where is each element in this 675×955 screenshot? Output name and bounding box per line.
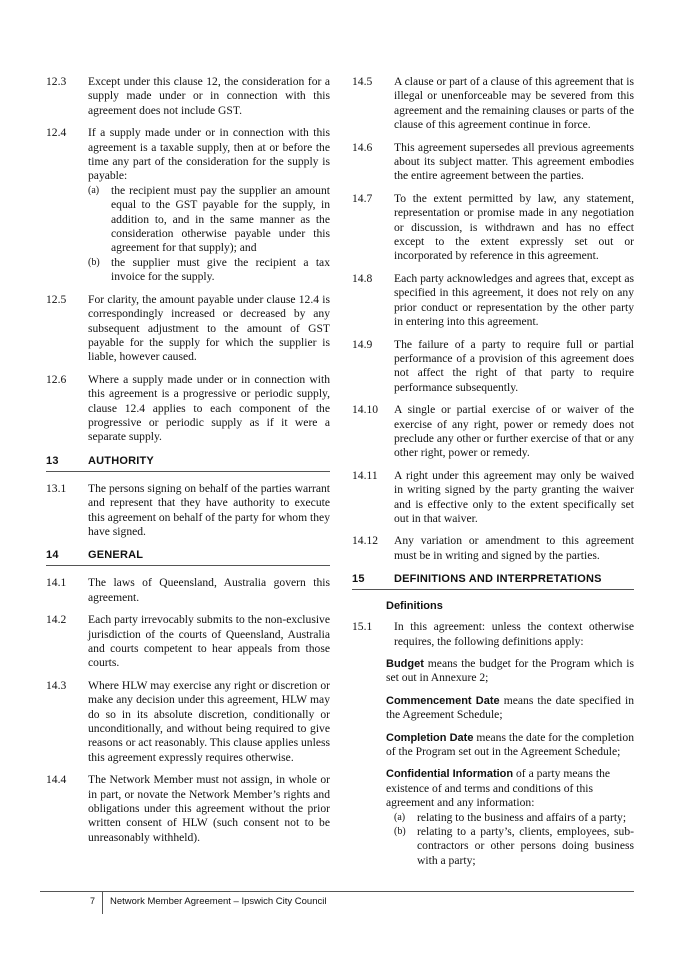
- clause-text: Any variation or amendment to this agreement must be in writing and signed by the parties.: [394, 534, 634, 562]
- definitions-subheading: Definitions: [386, 600, 443, 613]
- clause-14-5: [352, 75, 634, 133]
- page-number: 7: [90, 896, 96, 906]
- clause-number: 13.1: [46, 481, 67, 495]
- clause-text: In this agreement: unless the context otherwise requires, the following definitions apply:: [394, 620, 634, 648]
- clause-number: 12.5: [46, 292, 67, 306]
- definition-confidential-information: [386, 767, 634, 868]
- clause-text: The failure of a party to require full or partial performance of a provision of this agreement does not affect the right of that party to require performance subsequently.: [394, 337, 634, 394]
- clause-number: 14.12: [352, 534, 379, 548]
- clause-14-4: [46, 773, 330, 845]
- subclause-text: the recipient must pay the supplier an amount equal to the GST payable for the supply, in addition to, and in the same manner as the consideration otherwise payable under this agreement for that supply); and: [111, 183, 330, 255]
- clause-text: If a supply made under or in connection with this agreement is a taxable supply, then at or before the time any part of the consideration for the supply is payable:: [88, 126, 330, 183]
- clause-13-1: [46, 482, 330, 540]
- subclause-label: (b): [88, 256, 100, 268]
- clause-number: 14.9: [352, 337, 373, 351]
- subclause-b: [88, 256, 330, 285]
- clause-text: Where a supply made under or in connection with this agreement is a progressive or periodic supply, clause 12.4 applies to each component of the progressive or periodic supply as if it were a separate supply.: [88, 372, 330, 444]
- section-heading-15: [352, 573, 634, 590]
- right-column: [352, 75, 634, 876]
- clause-text: This agreement supersedes all previous agreements about its subject matter. This agreement embodies the entire agreement between the parties.: [394, 140, 634, 183]
- left-column: [46, 75, 330, 853]
- clause-number: 14.6: [352, 140, 373, 154]
- clause-number: 14.5: [352, 75, 373, 88]
- subclause-text: relating to a party’s, clients, employees, sub-contractors or other persons doing business with a party;: [417, 825, 634, 867]
- clause-text: For clarity, the amount payable under clause 12.4 is correspondingly increased or decreased by any subsequent adjustment to the amount of GST payable for the supply for which the supplier is liable, however caused.: [88, 292, 330, 364]
- clause-14-3: [46, 679, 330, 765]
- definition-term: Confidential Information: [386, 768, 514, 781]
- subclause-label: (a): [88, 184, 100, 196]
- clause-12-5: [46, 293, 330, 365]
- subclause-text: the supplier must give the recipient a tax invoice for the supply.: [111, 255, 330, 284]
- definition-term: Budget: [386, 658, 424, 670]
- section-number: 15: [352, 573, 365, 586]
- definition-completion-date: [386, 731, 634, 760]
- clause-14-9: [352, 338, 634, 396]
- section-title: DEFINITIONS AND INTERPRETATIONS: [394, 573, 602, 586]
- definition-text: means the date specified in the Agreement Schedule;: [386, 693, 634, 722]
- clause-text: Where HLW may exercise any right or discretion or make any decision under this agreement, HLW may do so in its absolute discretion, conditionally or unconditionally, and without being required to give reasons or act reasonably. This clause applies unless this agreement expressly requires otherwise.: [88, 678, 330, 764]
- subclause-b: [394, 825, 634, 868]
- clause-14-11: [352, 469, 634, 527]
- clause-number: 14.8: [352, 271, 373, 285]
- clause-text: A single or partial exercise of or waiver of the exercise of any right, power or remedy does not preclude any other or further exercise of that or any other right, power or remedy.: [394, 403, 634, 460]
- section-heading-14: [46, 549, 330, 566]
- clause-number: 14.2: [46, 613, 67, 627]
- clause-text: Except under this clause 12, the consideration for a supply made under or in connection with this agreement does not include GST.: [88, 75, 330, 117]
- clause-number: 14.4: [46, 773, 67, 787]
- definition-text: of a party means the existence of and terms and conditions of this agreement and any information:: [386, 767, 611, 810]
- clause-14-10: [352, 403, 634, 461]
- subclause-a: [394, 811, 634, 825]
- clause-number: 12.3: [46, 75, 67, 88]
- definition-budget: [386, 657, 634, 686]
- clause-12-3: [46, 75, 330, 118]
- clause-14-12: [352, 534, 634, 563]
- section-title: GENERAL: [88, 549, 144, 562]
- clause-number: 14.1: [46, 576, 67, 590]
- section-title: AUTHORITY: [88, 454, 154, 467]
- definition-commencement-date: [386, 694, 634, 723]
- clause-12-6: [46, 373, 330, 445]
- section-number: 14: [46, 549, 59, 562]
- subclause-a: [88, 184, 330, 256]
- definition-text: means the budget for the Program which is set out in Annexure 2;: [386, 657, 634, 685]
- clause-number: 14.3: [46, 678, 67, 692]
- clause-text: The laws of Queensland, Australia govern this agreement.: [88, 576, 330, 604]
- clause-text: A clause or part of a clause of this agreement that is illegal or unenforceable may be severed from this agreement and the remaining clauses or parts of the clause of this agreement continue in force.: [394, 75, 634, 132]
- clause-15-1: [352, 620, 634, 649]
- definition-text: means the date for the completion of the Program set out in the Agreement Schedule;: [386, 730, 634, 759]
- footer-divider: [102, 892, 103, 914]
- page-footer: [40, 891, 634, 907]
- clause-text: A right under this agreement may only be waived in writing signed by the party granting the waiver and is effective only to the extent specifically set out in that waiver.: [394, 468, 634, 525]
- clause-text: The persons signing on behalf of the parties warrant and represent that they have authority to execute this agreement on behalf of the party for whom they have signed.: [88, 481, 330, 538]
- subclause-label: (b): [394, 826, 406, 838]
- clause-text: Each party irrevocably submits to the non-exclusive jurisdiction of the courts of Queensland, Australia and courts competent to hear appeals from those courts.: [88, 613, 330, 670]
- clause-number: 12.6: [46, 372, 67, 386]
- clause-number: 14.7: [352, 191, 373, 205]
- clause-14-2: [46, 613, 330, 671]
- subclause-text: relating to the business and affairs of a party;: [417, 810, 627, 824]
- clause-14-7: [352, 192, 634, 264]
- definition-term: Completion Date: [386, 731, 474, 744]
- clause-14-1: [46, 576, 330, 605]
- clause-text: The Network Member must not assign, in whole or in part, or novate the Network Member’s rights and obligations under this agreement without the prior written consent of HLW (such consent not to be unreasonably withheld).: [88, 773, 330, 844]
- definition-term: Commencement Date: [386, 694, 500, 707]
- clause-number: 15.1: [352, 620, 373, 634]
- clause-12-4: [46, 126, 330, 284]
- clause-14-8: [352, 272, 634, 330]
- section-number: 13: [46, 454, 59, 467]
- clause-14-6: [352, 141, 634, 184]
- clause-number: 14.10: [352, 403, 379, 417]
- clause-text: To the extent permitted by law, any statement, representation or promise made in any negotiation or discussion, is withdrawn and has no effect except to the extent expressly set out or incorporated by reference in this agreement.: [394, 191, 634, 263]
- footer-title: Network Member Agreement – Ipswich City Council: [110, 896, 327, 907]
- section-heading-13: [46, 455, 330, 472]
- clause-number: 12.4: [46, 126, 67, 140]
- clause-text: Each party acknowledges and agrees that, except as specified in this agreement, it does not rely on any prior conduct or representation by the other party in entering into this agreement.: [394, 271, 634, 329]
- subclause-label: (a): [394, 811, 406, 823]
- clause-number: 14.11: [352, 468, 378, 482]
